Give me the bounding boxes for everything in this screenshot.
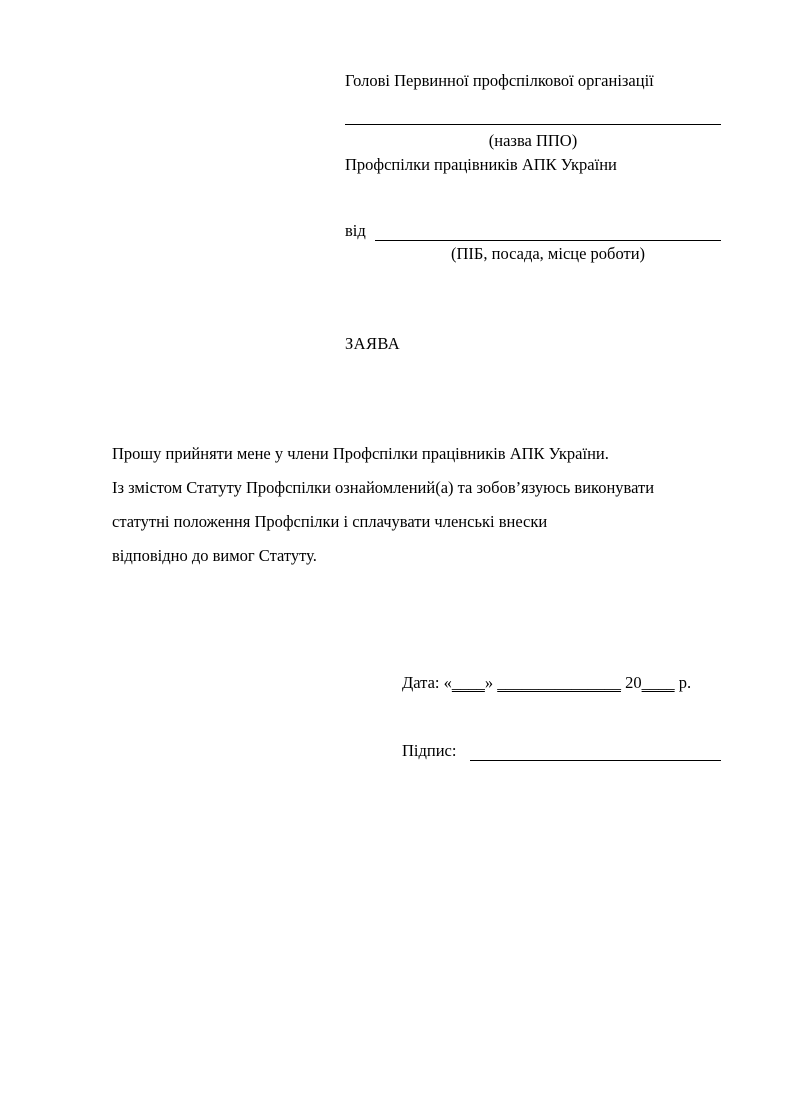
- addressee-line-1: Голові Первинної профспілкової організації: [345, 71, 654, 90]
- body-line-2: Із змістом Статуту Профспілки ознайомлений(а) та зобов’язуюсь виконувати: [112, 478, 655, 497]
- date-quote-close: »: [484, 673, 494, 692]
- body-paragraph: [112, 437, 737, 573]
- date-label: Дата:: [402, 673, 440, 692]
- document-title: ЗАЯВА: [345, 334, 401, 353]
- signature-blank-rule[interactable]: [470, 760, 721, 761]
- applicant-caption: (ПІБ, посада, місце роботи): [450, 244, 646, 263]
- date-year-prefix: 20: [625, 673, 642, 692]
- ppo-name-caption: (назва ППО): [488, 131, 578, 150]
- body-line-3: статутні положення Профспілки і сплачувати членські внески: [112, 512, 548, 531]
- ppo-name-blank-rule: [345, 124, 721, 125]
- date-line: [402, 675, 691, 692]
- applicant-blank-rule: [375, 240, 721, 241]
- addressee-line-2: Профспілки працівників АПК України: [345, 155, 617, 174]
- date-year-blank[interactable]: ____: [641, 673, 675, 692]
- date-month-blank[interactable]: _______________: [497, 673, 621, 692]
- date-quote-open: «: [443, 673, 452, 692]
- signature-label: Підпис:: [402, 741, 457, 760]
- date-day-blank[interactable]: ____: [451, 673, 485, 692]
- from-label: від: [345, 221, 366, 240]
- body-line-4: відповідно до вимог Статуту.: [112, 546, 317, 565]
- body-line-1: Прошу прийняти мене у члени Профспілки працівників АПК України.: [112, 444, 609, 463]
- date-year-suffix: р.: [678, 673, 692, 692]
